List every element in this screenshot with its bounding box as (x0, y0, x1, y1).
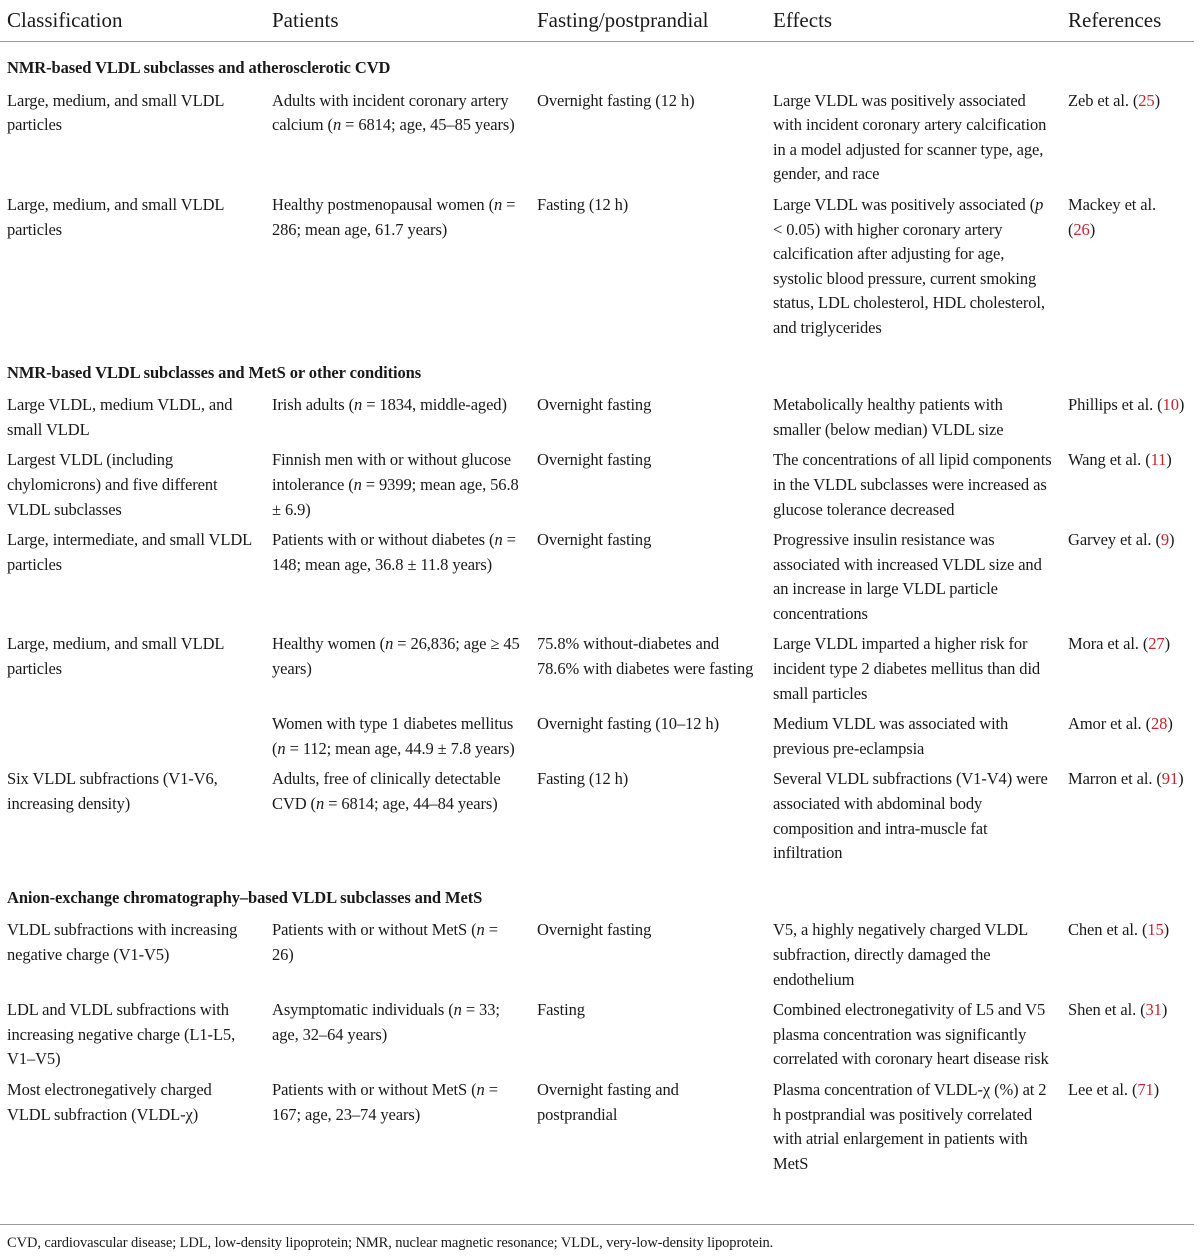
classification-cell: Large, medium, and small VLDL particles (7, 90, 224, 135)
fasting-cell: Fasting (12 h) (537, 769, 629, 789)
section-header (0, 347, 1194, 389)
header-references: References (1061, 0, 1194, 42)
header-effects: Effects (766, 0, 1061, 42)
effects-cell: Progressive insulin resistance was associated with increased VLDL size and an increase in large VLDL particle concentrations (773, 530, 1042, 623)
effects-cell: Several VLDL subfractions (V1-V4) were associated with abdominal body composition and intra-muscle fat infiltration (773, 769, 1048, 863)
patients-cell: Patients with or without MetS (n = 167; age, 23–74 years) (272, 1079, 498, 1124)
table-row (0, 528, 1194, 632)
patients-cell: Healthy postmenopausal women (n = 286; mean age, 61.7 years) (272, 194, 516, 239)
reference-cell: Phillips et al. (10) (1068, 395, 1185, 415)
table-row (0, 388, 1194, 448)
fasting-cell: Overnight fasting (12 h) (537, 90, 695, 110)
patients-cell: Healthy women (n = 26,836; age ≥ 45 years) (272, 634, 520, 679)
effects-cell: Large VLDL was positively associated with incident coronary artery calcification in a model adjusted for scanner type, age, gender, and race (773, 90, 1047, 184)
classification-cell (0, 712, 265, 767)
fasting-cell: Fasting (12 h) (537, 194, 629, 214)
reference-link[interactable]: 25 (1138, 90, 1155, 110)
fasting-cell: Overnight fasting (537, 450, 652, 470)
fasting-cell: 75.8% without-diabetes and 78.6% with diabetes were fasting (537, 634, 754, 679)
section-header (0, 42, 1194, 84)
classification-cell: VLDL subfractions with increasing negative charge (V1-V5) (7, 920, 238, 964)
header-row (0, 0, 1194, 42)
fasting-cell: Overnight fasting and postprandial (537, 1079, 679, 1124)
reference-link[interactable]: 31 (1145, 1000, 1162, 1020)
header-patients: Patients (265, 0, 530, 42)
classification-cell: Large VLDL, medium VLDL, and small VLDL (7, 395, 233, 439)
table-bottom-rule (0, 1224, 1194, 1225)
fasting-cell: Fasting (537, 1000, 585, 1020)
reference-cell: Marron et al. (91) (1068, 769, 1184, 789)
table-row (0, 193, 1194, 347)
classification-cell: Large, medium, and small VLDL particles (7, 194, 224, 239)
section-title: NMR-based VLDL subclasses and atherosclerotic CVD (7, 58, 391, 77)
table-row (0, 998, 1194, 1078)
patients-cell: Irish adults (n = 1834, middle-aged) (272, 395, 507, 415)
reference-cell: Chen et al. (15) (1068, 920, 1170, 940)
classification-cell: Large, medium, and small VLDL particles (7, 634, 224, 679)
reference-cell: Amor et al. (28) (1068, 714, 1173, 734)
effects-cell: Large VLDL imparted a higher risk for incident type 2 diabetes mellitus than did small particles (773, 634, 1041, 703)
effects-cell: Large VLDL was positively associated (p < 0.05) with higher coronary artery calcification after adjusting for age, systolic blood pressure, current smoking status, LDL cholesterol, HDL cholesterol, and triglycerides (773, 194, 1045, 337)
reference-cell: Lee et al. (71) (1068, 1079, 1160, 1099)
fasting-cell: Overnight fasting (537, 530, 652, 550)
reference-cell: Garvey et al. (9) (1068, 530, 1175, 550)
section-title: Anion-exchange chromatography–based VLDL subclasses and MetS (7, 887, 483, 907)
reference-link[interactable]: 26 (1073, 219, 1090, 239)
classification-cell: Largest VLDL (including chylomicrons) and five different VLDL subclasses (7, 450, 218, 519)
table-row (0, 767, 1194, 871)
reference-link[interactable]: 91 (1161, 769, 1179, 789)
patients-cell: Finnish men with or without glucose intolerance (n = 9399; mean age, 56.8 ± 6.9) (272, 450, 519, 519)
reference-cell: Shen et al. (31) (1068, 1000, 1168, 1020)
reference-cell: Zeb et al. (25) (1068, 90, 1160, 110)
patients-cell: Asymptomatic individuals (n = 33; age, 32–64 years) (272, 1000, 500, 1044)
table-row (0, 1078, 1194, 1182)
classification-cell: Six VLDL subfractions (V1-V6, increasing density) (7, 769, 218, 814)
header-fasting: Fasting/postprandial (530, 0, 766, 42)
fasting-cell: Overnight fasting (537, 920, 652, 940)
reference-cell: Wang et al. (11) (1068, 450, 1172, 470)
patients-cell: Patients with or without MetS (n = 26) (272, 920, 498, 964)
table-footnote: CVD, cardiovascular disease; LDL, low-density lipoprotein; NMR, nuclear magnetic resonance; VLDL, very-low-density lipoprotein. (7, 1235, 774, 1251)
effects-cell: Combined electronegativity of L5 and V5 plasma concentration was significantly correlated with coronary heart disease risk (773, 1000, 1049, 1069)
patients-cell: Patients with or without diabetes (n = 148; mean age, 36.8 ± 11.8 years) (272, 530, 516, 574)
reference-link[interactable]: 9 (1160, 530, 1170, 550)
effects-cell: V5, a highly negatively charged VLDL subfraction, directly damaged the endothelium (773, 920, 1028, 989)
reference-link[interactable]: 15 (1147, 920, 1164, 940)
table-row (0, 712, 1194, 767)
classification-cell: LDL and VLDL subfractions with increasing negative charge (L1-L5, V1–V5) (7, 1000, 236, 1069)
effects-cell: The concentrations of all lipid components in the VLDL subclasses were increased as glucose tolerance decreased (773, 450, 1052, 519)
reference-link[interactable]: 28 (1151, 714, 1168, 734)
reference-link[interactable]: 10 (1162, 395, 1179, 415)
reference-cell: Mora et al. (27) (1068, 634, 1170, 654)
effects-cell: Plasma concentration of VLDL-χ (%) at 2 h postprandial was positively correlated with atrial enlargement in patients with MetS (773, 1079, 1047, 1173)
header-classification: Classification (0, 0, 265, 42)
patients-cell: Adults, free of clinically detectable CVD (n = 6814; age, 44–84 years) (272, 769, 501, 814)
classification-cell: Large, intermediate, and small VLDL particles (7, 530, 252, 574)
effects-cell: Metabolically healthy patients with smaller (below median) VLDL size (773, 395, 1004, 439)
section-title: NMR-based VLDL subclasses and MetS or other conditions (7, 362, 422, 382)
effects-cell: Medium VLDL was associated with previous pre-eclampsia (773, 714, 1009, 758)
table-row (0, 84, 1194, 193)
section-header (0, 872, 1194, 914)
fasting-cell: Overnight fasting (537, 395, 652, 415)
table-row (0, 448, 1194, 528)
table-row (0, 632, 1194, 712)
patients-cell: Adults with incident coronary artery calcium (n = 6814; age, 45–85 years) (272, 90, 515, 135)
reference-link[interactable]: 11 (1150, 450, 1167, 470)
fasting-cell: Overnight fasting (10–12 h) (537, 714, 719, 734)
classification-cell: Most electronegatively charged VLDL subfraction (VLDL-χ) (7, 1079, 212, 1124)
reference-link[interactable]: 71 (1137, 1079, 1154, 1099)
reference-link[interactable]: 27 (1148, 634, 1165, 654)
table-row (0, 913, 1194, 998)
patients-cell: Women with type 1 diabetes mellitus (n = 112; mean age, 44.9 ± 7.8 years) (272, 714, 515, 758)
reference-cell: Mackey et al. (26) (1068, 194, 1157, 239)
